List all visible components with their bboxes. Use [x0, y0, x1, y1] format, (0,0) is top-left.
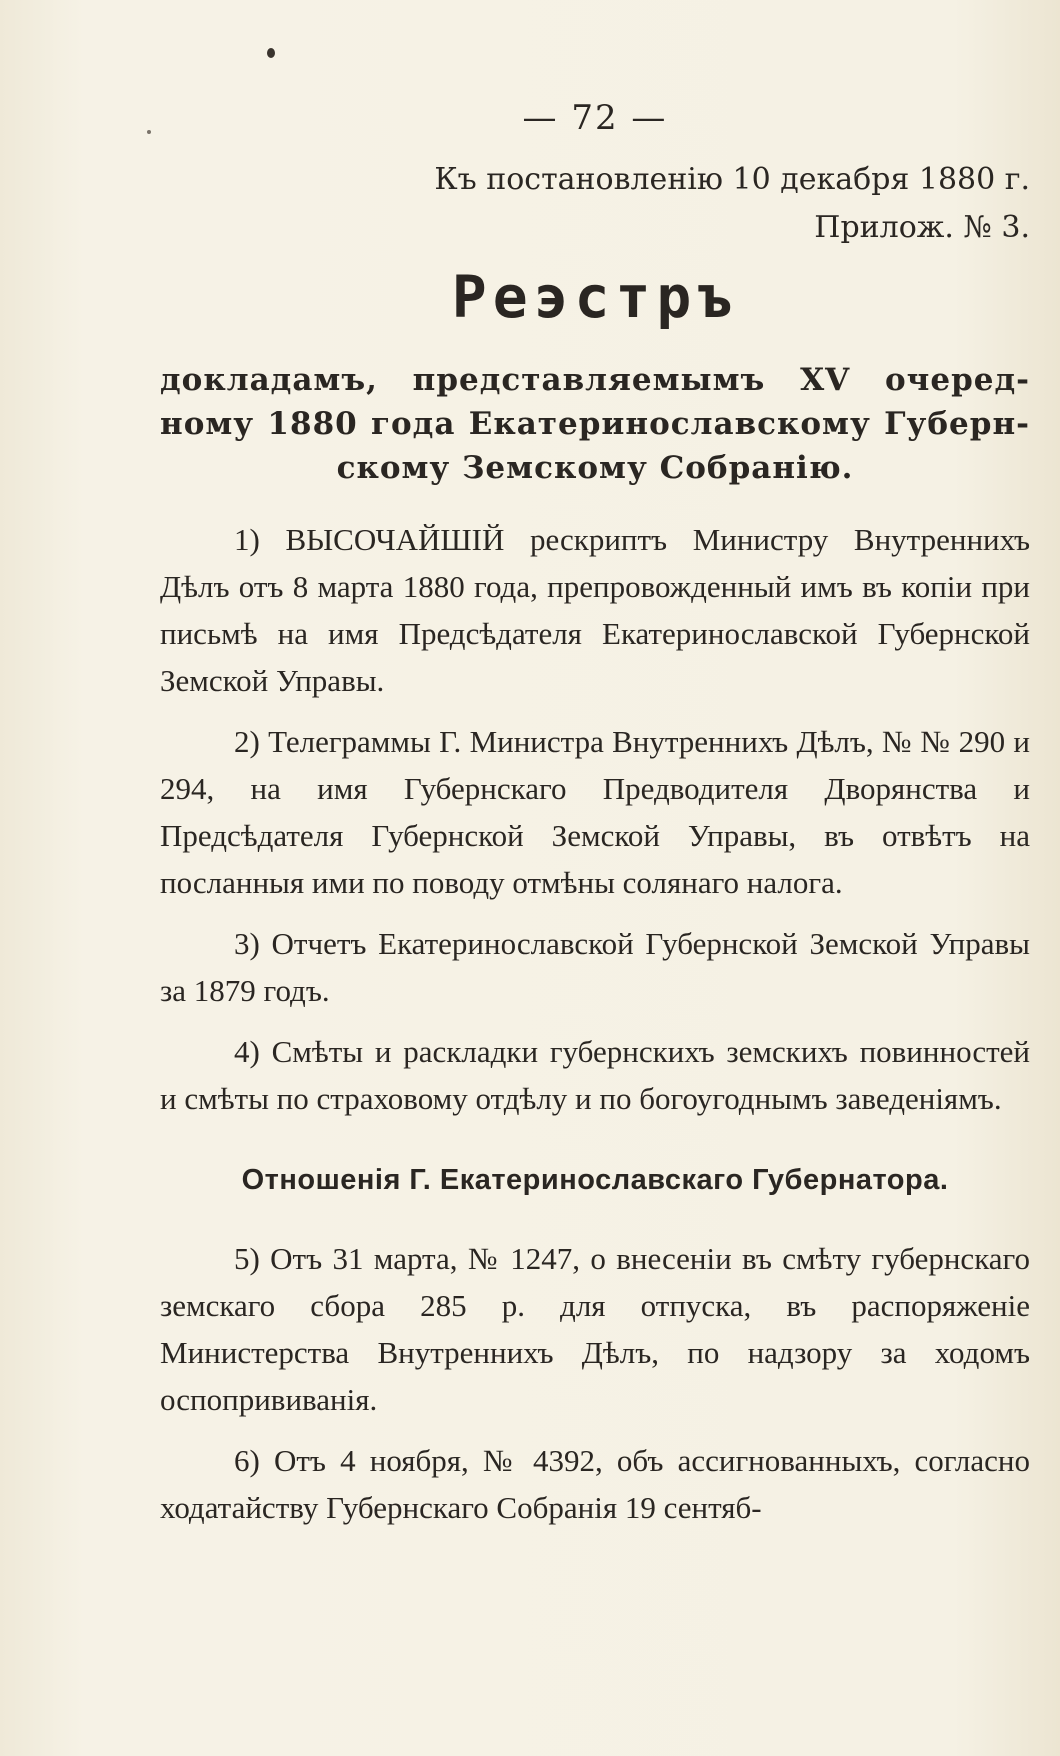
attachment-header: [160, 156, 1030, 252]
section-heading: Отношенія Г. Екатеринославскаго Губернатора.: [241, 1164, 949, 1196]
registry-item-6: 6) Отъ 4 ноября, № 4392, объ ассигнованныхъ, согласно ходатайству Губернскаго Собранія 19 сентяб-: [160, 1443, 1030, 1525]
subtitle-line: ному 1880 года Екатеринославскому Губерн-: [160, 406, 1030, 442]
registry-item-2: 2) Телеграммы Г. Министра Внутреннихъ Дѣлъ, № № 290 и 294, на имя Губернскаго Предводителя Дворянства и Предсѣдателя Губернской Земской Управы, въ отвѣтъ на посланныя ими по поводу отмѣны солянаго налога.: [160, 724, 1030, 900]
registry-title: Реэстръ: [451, 263, 739, 331]
registry-subtitle: [160, 358, 1030, 490]
ink-speck: [147, 130, 151, 134]
header-line-resolution: Къ постановленію 10 декабря 1880 г.: [434, 162, 1030, 197]
header-line-attachment: Прилож. № 3.: [814, 210, 1030, 245]
registry-item-1: 1) ВЫСОЧАЙШІЙ рескриптъ Министру Внутреннихъ Дѣлъ отъ 8 марта 1880 года, препровожденный имъ въ копіи при письмѣ на имя Предсѣдателя Екатеринославской Губернской Земской Управы.: [160, 522, 1030, 698]
subtitle-line: докладамъ, представляемымъ XV очеред-: [160, 362, 1030, 398]
subtitle-line: скому Земскому Собранію.: [336, 450, 854, 486]
registry-item-5: 5) Отъ 31 марта, № 1247, о внесеніи въ смѣту губернскаго земскаго сбора 285 р. для отпуска, въ распоряженіе Министерства Внутреннихъ Дѣлъ, по надзору за ходомъ оспопрививанія.: [160, 1241, 1030, 1417]
page-content: [160, 90, 1030, 1531]
ink-speck: [267, 48, 275, 58]
registry-item-3: 3) Отчетъ Екатеринославской Губернской Земской Управы за 1879 годъ.: [160, 926, 1030, 1008]
registry-item-4: 4) Смѣты и раскладки губернскихъ земскихъ повинностей и смѣты по страховому отдѣлу и по богоугоднымъ заведеніямъ.: [160, 1034, 1030, 1116]
page-number: — 72 —: [522, 98, 668, 138]
